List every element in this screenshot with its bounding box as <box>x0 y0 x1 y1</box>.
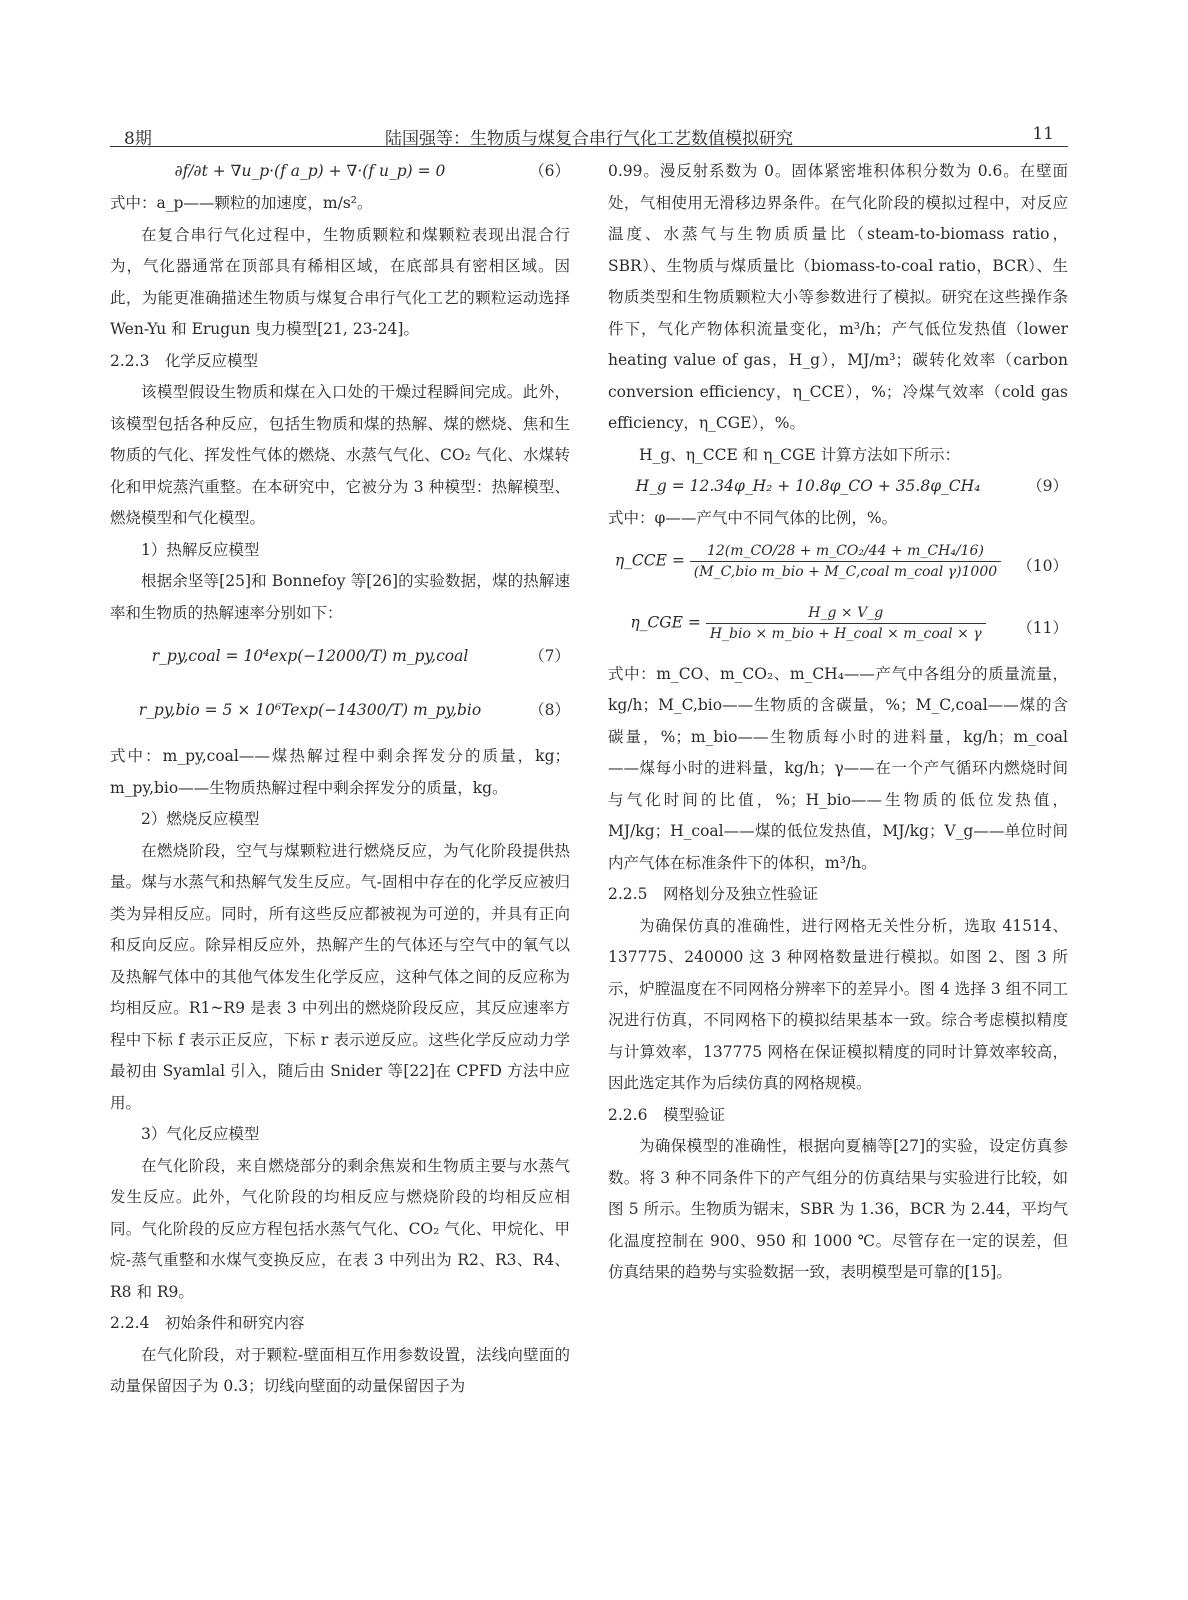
right-column <box>608 156 1068 1289</box>
equation-10-numerator: 12(m_CO/28 + m_CO₂/44 + m_CH₄/16) <box>690 541 1001 562</box>
subheading-combustion: 2）燃烧反应模型 <box>141 810 260 828</box>
paragraph: H_g、η_CCE 和 η_CGE 计算方法如下所示： <box>639 445 961 464</box>
subheading-gasification: 3）气化反应模型 <box>141 1125 260 1143</box>
equation-10-fraction <box>690 541 1001 582</box>
paragraph: 在燃烧阶段，空气与煤颗粒进行燃烧反应，为气化阶段提供热量。煤与水蒸气和热解气发生反应。气-固相中存在的化学反应被归类为异相反应。同时，所有这些反应都被视为可逆的，并具有正向和反向反应。除异相反应外，热解产生的气体还与空气中的氧气以及热解气体中的其他气体发生化学反应，这种气体之间的反应称为均相反应。R1~R9 是表 3 中列出的燃烧阶段反应，其反应速率方程中下标 f 表示正反应，下标 r 表示逆反应。这些化学反应动力学最初由 Syamlal 引入，随后由 Snider 等[22]在 CPFD 方法中应用。 <box>110 841 570 1112</box>
equation-9-number: （9） <box>1027 477 1068 495</box>
page-number: 11 <box>1032 124 1054 144</box>
where-6: 式中：a_p——颗粒的加速度，m/s²。 <box>110 194 373 212</box>
equation-6-body: ∂f/∂t + ∇u_p·(f a_p) + ∇·(f u_p) = 0 <box>174 162 446 180</box>
equation-8-body: r_py,bio = 5 × 10⁶Texp(−14300/T) m_py,bio <box>138 701 482 719</box>
paragraph: 为确保模型的准确性，根据向夏楠等[27]的实验，设定仿真参数。将 3 种不同条件下的产气组分的仿真结果与实验进行比较，如图 5 所示。生物质为锯末，SBR 为 1.36，BCR 为 2.44，平均气化温度控制在 900、950 和 1000 ℃。尽管存在一定的误差，但仿真结果的趋势与实验数据一致，表明模型是可靠的[15]。 <box>608 1137 1068 1281</box>
equation-6 <box>110 156 570 188</box>
equation-10-number: （10） <box>1017 556 1068 575</box>
left-column <box>110 156 570 1403</box>
running-title: 陆国强等：生物质与煤复合串行气化工艺数值模拟研究 <box>385 129 793 149</box>
section-heading-2-2-5: 2.2.5 网格划分及独立性验证 <box>608 885 818 903</box>
equation-11-number: （11） <box>1017 618 1068 637</box>
equation-7-body: r_py,coal = 10⁴exp(−12000/T) m_py,coal <box>151 647 469 665</box>
paragraph: 在气化阶段，来自燃烧部分的剩余焦炭和生物质主要与水蒸气发生反应。此外，气化阶段的均相反应与燃烧阶段的均相反应相同。气化阶段的反应方程包括水蒸气气化、CO₂ 气化、甲烷化、甲烷-蒸气重整和水煤气变换反应，在表 3 中列出为 R2、R3、R4、R8 和 R9。 <box>110 1156 570 1301</box>
equation-11-numerator: H_g × V_g <box>706 603 986 624</box>
equation-8 <box>110 685 570 741</box>
issue-number: 8期 <box>124 129 152 149</box>
equation-11-body <box>608 603 1008 644</box>
paragraph: 在气化阶段，对于颗粒-壁面相互作用参数设置，法线向壁面的动量保留因子为 0.3；切线向壁面的动量保留因子为 <box>110 1345 570 1395</box>
equation-7 <box>110 629 570 685</box>
paragraph: 在复合串行气化过程中，生物质颗粒和煤颗粒表现出混合行为，气化器通常在顶部具有稀相区域，在底部具有密相区域。因此，为能更准确描述生物质与煤复合串行气化工艺的颗粒运动选择 Wen-Yu 和 Erugun 曳力模型[21, 23-24]。 <box>110 225 570 338</box>
paragraph: 该模型假设生物质和煤在入口处的干燥过程瞬间完成。此外，该模型包括各种反应，包括生物质和煤的热解、煤的燃烧、焦和生物质的气化、挥发性气体的燃烧、水蒸气气化、CO₂ 气化、水煤转化和甲烷蒸汽重整。在本研究中，它被分为 3 种模型：热解模型、燃烧模型和气化模型。 <box>110 383 570 527</box>
equation-10 <box>608 535 1068 597</box>
paragraph: 根据余坚等[25]和 Bonnefoy 等[26]的实验数据，煤的热解速率和生物质的热解速率分别如下： <box>110 572 570 622</box>
where-10-11: 式中：m_CO、m_CO₂、m_CH₄——产气中各组分的质量流量，kg/h；M_C,bio——生物质的含碳量，%；M_C,coal——煤的含碳量，%；m_bio——生物质每小时的进料量，kg/h；m_coal——煤每小时的进料量，kg/h；γ——在一个产气循环内燃烧时间与气化时间的比值，%；H_bio——生物质的低位发热值，MJ/kg；H_coal——煤的低位发热值，MJ/kg；V_g——单位时间内产气体在标准条件下的体积，m³/h。 <box>608 664 1068 872</box>
equation-11-lhs: η_CGE = <box>630 613 701 631</box>
equation-11-fraction <box>706 603 986 644</box>
equation-10-denominator: (M_C,bio m_bio + M_C,coal m_coal γ)1000 <box>693 563 998 580</box>
equation-10-body <box>608 541 1008 582</box>
equation-11 <box>608 597 1068 659</box>
equation-6-number: （6） <box>529 162 570 180</box>
paragraph: 为确保仿真的准确性，进行网格无关性分析，选取 41514、137775、240000 这 3 种网格数量进行模拟。如图 2、图 3 所示，炉膛温度在不同网格分辨率下的差异小。图 4 选择 3 组不同工况进行仿真，不同网格下的模拟结果基本一致。综合考虑模拟精度与计算效率，137775 网格在保证模拟精度的同时计算效率较高，因此选定其作为后续仿真的网格规模。 <box>608 916 1068 1092</box>
equation-11-denominator: H_bio × m_bio + H_coal × m_coal × γ <box>709 625 982 642</box>
equation-9 <box>608 471 1068 503</box>
subheading-pyrolysis: 1）热解反应模型 <box>141 540 260 559</box>
section-heading-2-2-4: 2.2.4 初始条件和研究内容 <box>110 1314 305 1332</box>
where-7-8: 式中：m_py,coal——煤热解过程中剩余挥发分的质量，kg；m_py,bio——生物质热解过程中剩余挥发分的质量，kg。 <box>110 747 570 797</box>
section-heading-2-2-6: 2.2.6 模型验证 <box>608 1105 725 1124</box>
page-header <box>110 124 1068 147</box>
equation-8-number: （8） <box>529 701 570 719</box>
section-heading-2-2-3: 2.2.3 化学反应模型 <box>110 351 258 370</box>
paragraph: 0.99。漫反射系数为 0。固体紧密堆积体积分数为 0.6。在壁面处，气相使用无滑移边界条件。在气化阶段的模拟过程中，对反应温度、水蒸气与生物质质量比（steam-to-biomass ratio，SBR）、生物质与煤质量比（biomass-to-coal ratio，BCR）、生物质类型和生物质颗粒大小等参数进行了模拟。研究在这些操作条件下，气化产物体积流量变化，m³/h；产气低位发热值（lower heating value of gas，H_g），MJ/m³；碳转化效率（carbon conversion efficiency，η_CCE），%；冷煤气效率（cold gas efficiency，η_CGE），%。 <box>608 162 1068 432</box>
equation-10-lhs: η_CCE = <box>614 551 685 569</box>
equation-9-body: H_g = 12.34φ_H₂ + 10.8φ_CO + 35.8φ_CH₄ <box>635 477 981 495</box>
equation-7-number: （7） <box>529 647 570 665</box>
where-9: 式中：φ——产气中不同气体的比例，%。 <box>608 509 898 527</box>
